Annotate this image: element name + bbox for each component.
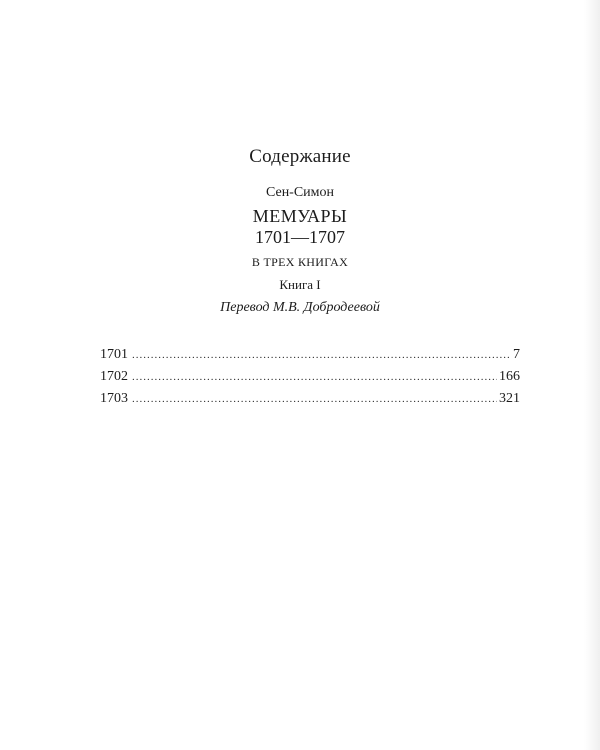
author-name: Сен-Симон [265, 185, 335, 200]
toc-entry[interactable] [100, 368, 520, 390]
volumes-note: В ТРЕХ КНИГАХ [251, 255, 349, 269]
toc-entry-page: 7 [513, 347, 520, 362]
book-years: 1701—1707 [255, 227, 345, 247]
book-number: Книга I [279, 277, 321, 292]
toc-leader-dots [132, 390, 497, 408]
book-title: МЕМУАРЫ [252, 206, 348, 226]
toc-entry-label: 1702 [100, 369, 128, 384]
toc-leader-dots [132, 346, 511, 364]
translator-credit: Перевод М.В. Добродеевой [220, 300, 380, 315]
toc-leader-dots [132, 368, 497, 386]
toc-entry[interactable] [100, 346, 520, 368]
toc-entry-label: 1703 [100, 391, 128, 406]
table-of-contents [100, 346, 520, 412]
toc-entry[interactable] [100, 390, 520, 412]
page-edge-shadow [584, 0, 600, 750]
toc-entry-page: 166 [499, 369, 520, 384]
contents-heading: Содержание [249, 146, 351, 167]
toc-entry-label: 1701 [100, 347, 128, 362]
toc-entry-page: 321 [499, 391, 520, 406]
